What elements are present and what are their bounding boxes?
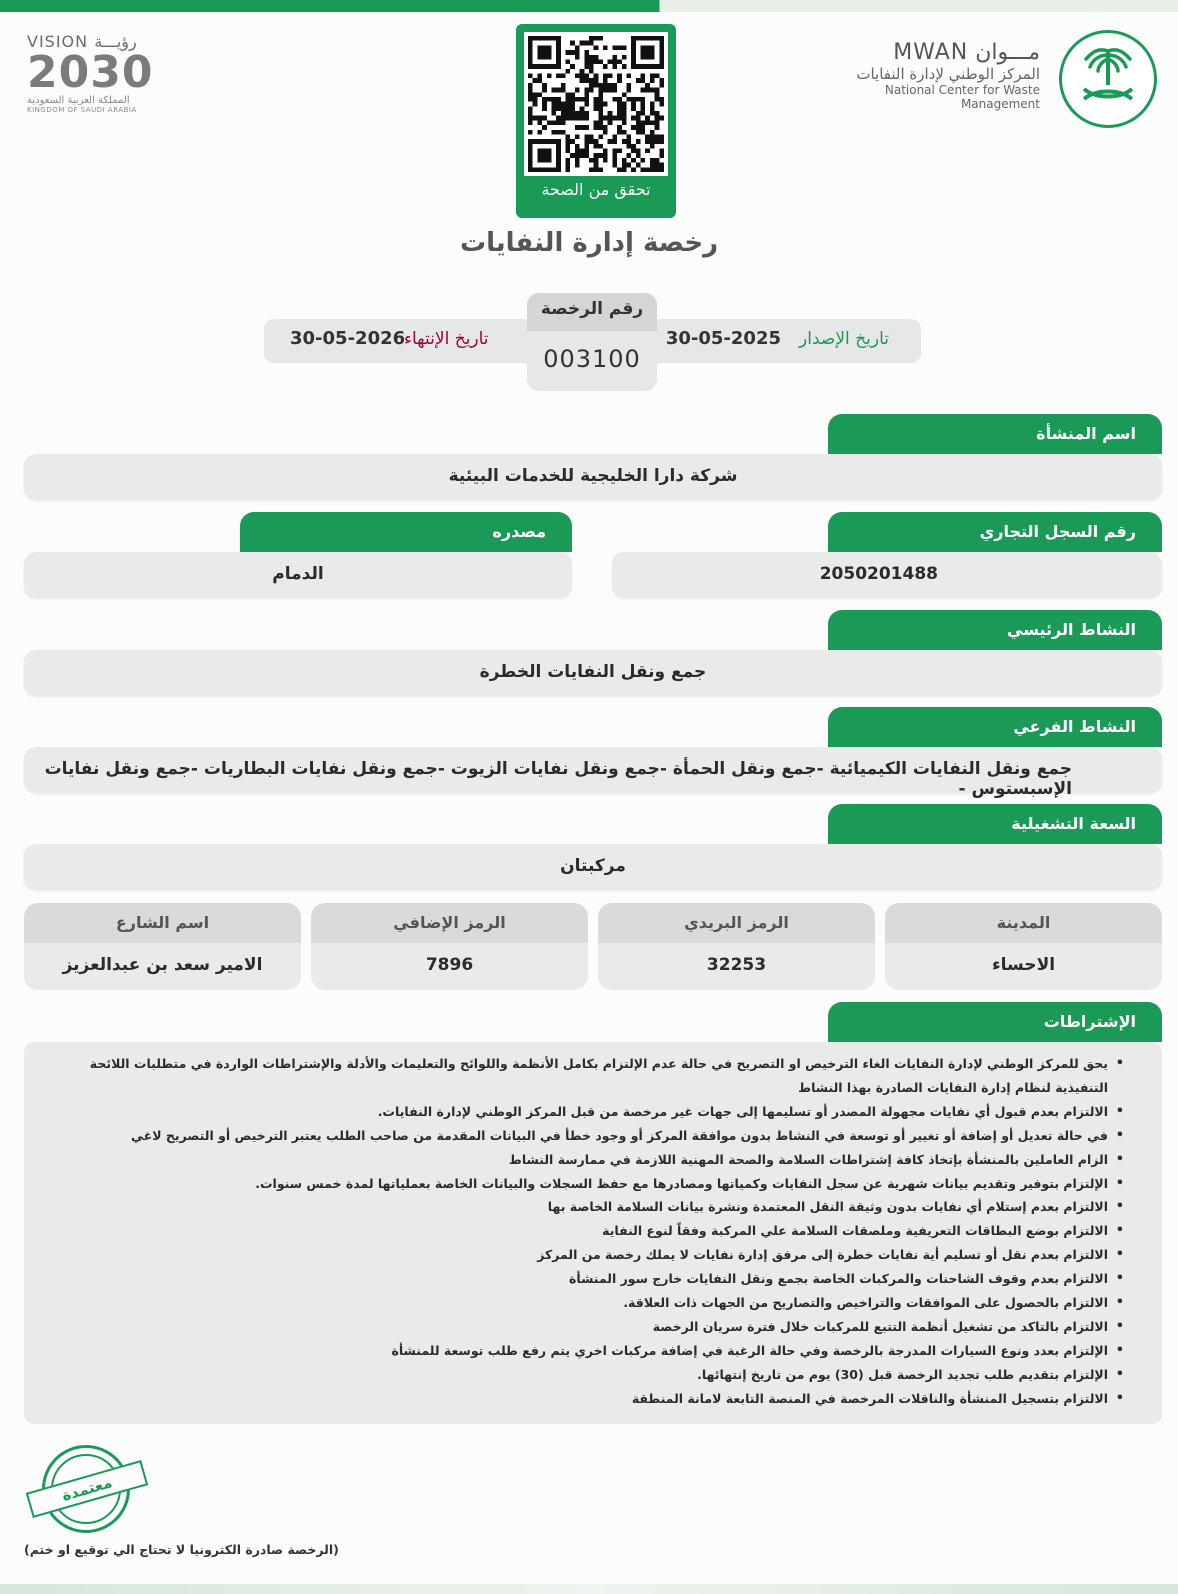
vision-year: 2030: [27, 47, 154, 98]
condition-item: • الالتزام بالتاكد من تشغيل أنظمة التتبع للمركبات خلال فترة سريان الرخصة: [52, 1315, 1124, 1339]
source-city: الدمام: [24, 552, 572, 598]
saudi-emblem-icon: [1059, 30, 1157, 128]
verify-label: تحقق من الصحة: [541, 180, 651, 199]
condition-item: • في حالة تعديل أو إضافة أو تغيير أو توسعة في النشاط بدون موافقة المركز أو وجود خطأ في البيانات المقدمة من صاحب الطلب يعتبر الترخيص أو التصريح لاغي: [52, 1124, 1124, 1148]
bottom-accent-bar: [0, 1584, 1178, 1594]
capacity-label: السعة التشغيلية: [828, 804, 1162, 844]
license-number-label: رقم الرخصة: [527, 293, 657, 331]
facility-name: شركة دارا الخليجية للخدمات البيئية: [24, 454, 1162, 500]
conditions-list: [52, 1052, 1124, 1411]
expiry-date-label: تاريخ الإنتهاء: [404, 329, 489, 349]
main-activity: جمع ونقل النفايات الخطرة: [24, 650, 1162, 696]
vision-title: VISION رؤيـــة: [27, 32, 137, 51]
condition-item: • الإلتزام بتوفير وتقديم بيانات شهرية عن سجل النفايات وكمياتها ومصادرها مع حفظ السجلات والبيانات الخاصة بعملياتها لمدة خمس سنوات.: [52, 1172, 1124, 1196]
vision-2030-logo: [27, 32, 162, 114]
issue-date-label: تاريخ الإصدار: [799, 329, 889, 349]
additional-code-label: الرمز الإضافي: [311, 903, 588, 943]
street-name-value: الامير سعد بن عبدالعزيز: [24, 943, 301, 990]
stamp-text: معتمدة: [26, 1460, 149, 1518]
condition-item: • الالتزام بعدم إستلام أي نفايات بدون وثيقة النقل المعتمدة ونشرة بيانات السلامة الخاصة بها: [52, 1195, 1124, 1219]
org-name-ar: المركز الوطني لإدارة النفايات: [856, 65, 1040, 83]
condition-item: • الالتزام بالحصول على الموافقات والتراخيص والتصاريح من الجهات ذات العلاقة.: [52, 1291, 1124, 1315]
operating-capacity: مركبتان: [24, 844, 1162, 890]
expiry-date: 30-05-2026: [290, 328, 406, 349]
vision-country-ar: المملكة العربية السعودية: [27, 95, 130, 106]
verify-qr-button[interactable]: [516, 24, 676, 218]
sub-activity: جمع ونقل النفايات الكيميائية -جمع ونقل الحمأة -جمع ونقل نفايات الزيوت -جمع ونقل نفايات البطاريات -جمع ونقل نفايات الإسبستوس -: [24, 747, 1162, 793]
city-value: الاحساء: [885, 943, 1162, 990]
cr-number: 2050201488: [612, 552, 1162, 598]
condition-item: • الالتزام بعدم نقل أو تسليم أية نفايات خطرة إلى مرفق إدارة نفايات لا يملك رخصة من المركز: [52, 1243, 1124, 1267]
postal-code-label: الرمز البريدي: [598, 903, 875, 943]
top-accent-bar: [0, 0, 1178, 12]
license-number: 003100: [527, 331, 657, 391]
issue-date: 30-05-2025: [665, 328, 781, 349]
condition-item: • الالتزام بعدم وقوف الشاحنات والمركبات الخاصة بجمع ونقل النفايات خارج سور المنشأة: [52, 1267, 1124, 1291]
cr-number-label: رقم السجل التجاري: [828, 512, 1162, 552]
sub-activity-label: النشاط الفرعي: [828, 707, 1162, 747]
main-activity-label: النشاط الرئيسي: [828, 610, 1162, 650]
additional-code-value: 7896: [311, 943, 588, 990]
condition-item: • الالتزام بعدم قبول أي نفايات مجهولة المصدر أو تسليمها إلى جهات غير مرخصة من قبل المركز الوطني لإدارة النفايات.: [52, 1100, 1124, 1124]
org-name-en: National Center for Waste Management: [884, 83, 1040, 111]
condition-item: • يحق للمركز الوطني لإدارة النفايات الغاء الترخيص او التصريح في حالة عدم الإلتزام بكامل الأنظمة واللوائح والتعليمات والأدلة والإشتراطات الواردة في متطلبات اللائحة التنفيذية لنظام إدارة النفايات الصادرة بهذا النشاط: [52, 1052, 1124, 1100]
condition-item: • الالتزام بتسجيل المنشأة والناقلات المرخصة في المنصة التابعة لامانة المنطقة: [52, 1387, 1124, 1411]
mwan-logo: [808, 40, 1040, 111]
conditions-label: الإشتراطات: [828, 1002, 1162, 1042]
approved-stamp: [42, 1445, 130, 1533]
electronic-issue-note: (الرخصة صادرة الكترونيا لا تحتاج الي توقيع او ختم): [24, 1542, 339, 1557]
condition-item: • الالتزام بوضع البطاقات التعريفية وملصقات السلامة علي المركبة وفقاً لنوع النفاية: [52, 1219, 1124, 1243]
facility-name-label: اسم المنشأة: [828, 414, 1162, 454]
vision-country-en: KINGDOM OF SAUDI ARABIA: [27, 106, 137, 114]
condition-item: • الإلتزام بعدد ونوع السيارات المدرجة بالرخصة وفي حالة الرغبة في إضافة مركبات اخري يتم رفع طلب توسعة للمنشأة: [52, 1339, 1124, 1363]
conditions-panel: [24, 1042, 1162, 1424]
document-title: رخصة إدارة النفايات: [459, 228, 719, 258]
street-name-label: اسم الشارع: [24, 903, 301, 943]
condition-item: • الزام العاملين بالمنشأة بإتخاذ كافة إشتراطات السلامة والصحة المهنية اللازمة في ممارسة النشاط: [52, 1148, 1124, 1172]
qr-code-icon: [524, 32, 668, 176]
postal-code-value: 32253: [598, 943, 875, 990]
city-label: المدينة: [885, 903, 1162, 943]
condition-item: • الإلتزام بتقديم طلب تجديد الرخصة قبل (30) يوم من تاريخ إنتهائها.: [52, 1363, 1124, 1387]
source-label: مصدره: [240, 512, 572, 552]
org-name: مـــوان MWAN: [893, 40, 1040, 65]
